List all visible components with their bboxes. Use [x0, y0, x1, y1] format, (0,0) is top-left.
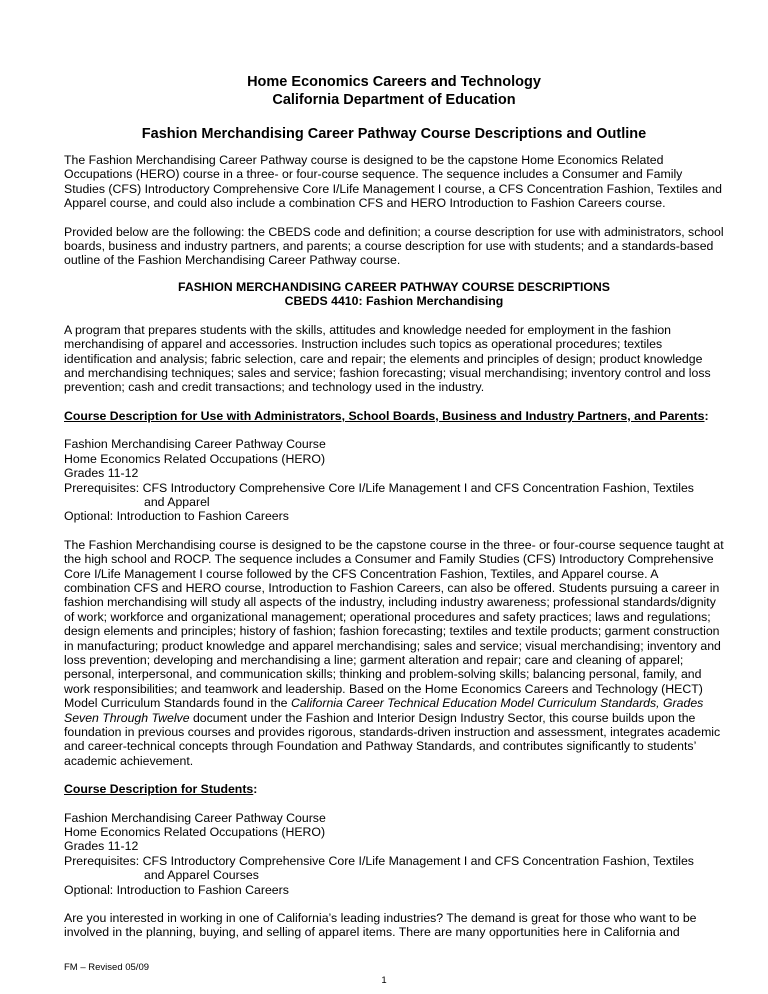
section-heading: FASHION MERCHANDISING CAREER PATHWAY COURSE DESCRIPTIONS [177, 279, 611, 294]
student-course-name: Fashion Merchandising Career Pathway Course [64, 810, 326, 825]
page-title: Fashion Merchandising Career Pathway Course Descriptions and Outline [141, 126, 647, 142]
admin-grades: Grades 11-12 [64, 466, 139, 481]
admin-program: Home Economics Related Occupations (HERO) [64, 451, 326, 466]
admin-body-text-1: The Fashion Merchandising course is designed to be the capstone course in the three- or four-course sequence taught at the high school and ROCP. The sequence includes a Consumer and Family Studies (CFS) Introductory Comprehensive Core I/Life Management I course followed by the CFS Concentration Fashion, Textiles, and Apparel course. A combination CFS and HERO course, Introduction to Fashion Careers, can also be offered. Students pursuing a career in fashion merchandising will study all aspects of the industry, including industry awareness; professional standards/dignity of work; workforce and organizational management; operational procedures and safety practices; laws and regulations; design elements and principles; history of fashion; fashion forecasting; textiles and textile products; garment construction in manufacturing; product knowledge and apparel merchandising; sales and service; visual merchandising; inventory and loss prevention; developing and merchandising a line; garment alteration and repair; care and cleaning of apparel; personal, interpersonal, and communication skills; thinking and problem-solving skills; balancing personal, family, and work responsibilities; and teamwork and leadership. Based on the Home Economics Careers and Technology (HECT) Model Curriculum Standards found in the [64, 537, 724, 711]
document-page [64, 0, 724, 940]
student-heading-colon: : [253, 782, 258, 797]
admin-body-text-2: document under the Fashion and Interior Design Industry Sector, this course builds upon the foundation in previous courses and provides rigorous, standards-driven instruction and assessment, integrates academic and career-technical concepts through Foundation and Pathway Standards, and contributes significantly to students’ academic achievement. [64, 710, 721, 768]
admin-optional: Optional: Introduction to Fashion Careers [64, 509, 289, 524]
intro-paragraph-2: Provided below are the following: the CBEDS code and definition; a course description for use with administrators, school boards, business and industry partners, and parents; a course description for use with students; and a standards-based outline of the Fashion Merchandising Career Pathway course. [64, 224, 724, 268]
student-prerequisites-cont: and Apparel Courses [144, 868, 259, 883]
revision-note: FM – Revised 05/09 [64, 962, 150, 973]
student-description-body: Are you interested in working in one of California’s leading industries? The demand is great for those who want to be involved in the planning, buying, and selling of apparel items. There are many opportunities here in California and [64, 911, 697, 940]
student-prerequisites: Prerequisites: CFS Introductory Comprehensive Core I/Life Management I and CFS Concentration Fashion, Textiles [64, 853, 694, 868]
student-grades: Grades 11-12 [64, 839, 139, 854]
admin-heading-text: Course Description for Use with Administrators, School Boards, Business and Industry Partners, and Parents [64, 408, 705, 423]
admin-heading-colon: : [704, 408, 709, 423]
admin-prerequisites: Prerequisites: CFS Introductory Comprehensive Core I/Life Management I and CFS Concentration Fashion, Textiles [64, 480, 694, 495]
admin-description-body [64, 538, 724, 769]
standards-document-title: California Career Technical Education Model Curriculum Standards, Grades Seven Through Twelve [64, 696, 704, 725]
header-line-2: California Department of Education [272, 92, 516, 108]
student-optional: Optional: Introduction to Fashion Careers [64, 882, 289, 897]
admin-description-heading [64, 409, 724, 423]
section-subheading: CBEDS 4410: Fashion Merchandising [284, 294, 504, 309]
cbeds-definition: A program that prepares students with the skills, attitudes and knowledge needed for employment in the fashion merchandising of apparel and accessories. Instruction includes such topics as operational procedures; textiles identification and analysis; fabric selection, care and repair; the elements and principles of design; product knowledge and merchandising techniques; sales and service; fashion forecasting; visual merchandising; inventory control and loss prevention; cash and credit transactions; and technology used in the industry. [64, 322, 711, 395]
page-number: 1 [381, 975, 387, 986]
student-description-heading [64, 782, 724, 796]
admin-prerequisites-cont: and Apparel [144, 494, 210, 509]
student-heading-text: Course Description for Students [64, 782, 254, 797]
admin-course-name: Fashion Merchandising Career Pathway Course [64, 437, 326, 452]
header-line-1: Home Economics Careers and Technology [247, 74, 541, 90]
student-program: Home Economics Related Occupations (HERO) [64, 825, 326, 840]
intro-paragraph-1: The Fashion Merchandising Career Pathway course is designed to be the capstone Home Economics Related Occupations (HERO) course in a three- or four-course sequence. The sequence includes a Consumer and Family Studies (CFS) Introductory Comprehensive Core I/Life Management I course, a CFS Concentration Fashion, Textiles and Apparel course, and could also include a combination CFS and HERO Introduction to Fashion Careers course. [64, 153, 722, 211]
